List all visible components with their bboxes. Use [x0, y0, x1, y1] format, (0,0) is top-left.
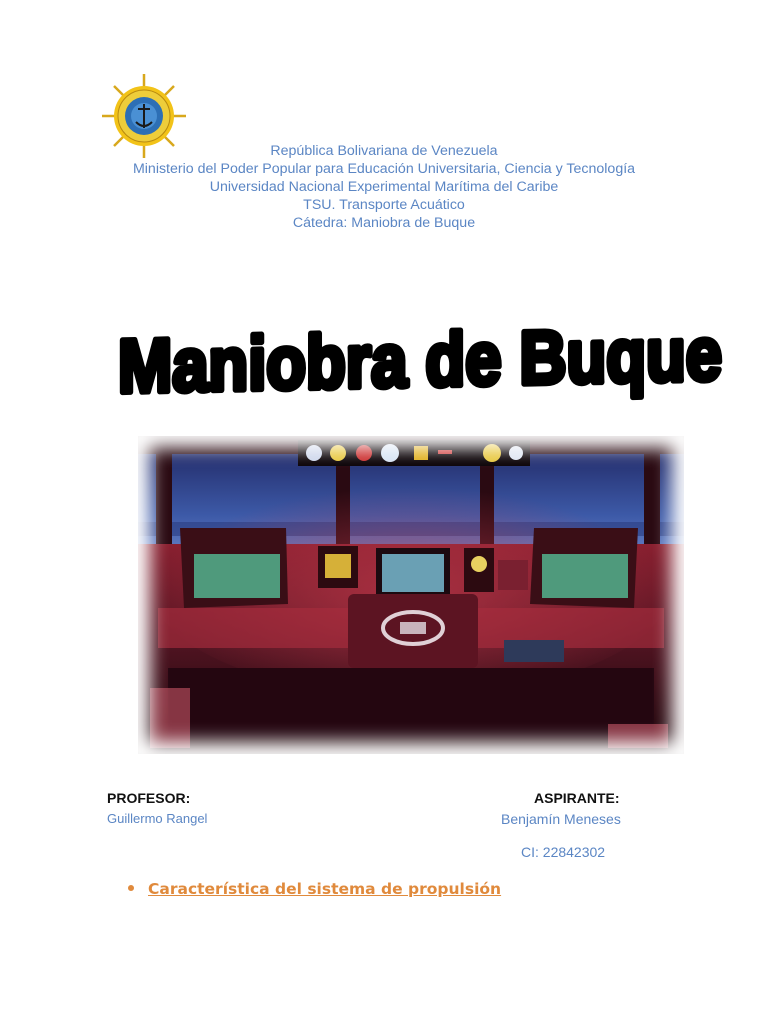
aspirante-ci: CI: 22842302 [521, 844, 606, 860]
institution-header [0, 142, 768, 232]
header-line-course: Cátedra: Maniobra de Buque [292, 215, 476, 231]
profesor-name: Guillermo Rangel [107, 811, 208, 826]
ship-bridge-photo [138, 436, 684, 754]
aspirante-name: Benjamín Meneses [501, 811, 621, 827]
bullet-item [128, 880, 501, 898]
aspirante-label: ASPIRANTE: [534, 790, 620, 806]
header-line-country: República Bolivariana de Venezuela [270, 143, 498, 159]
bullet-link[interactable]: Característica del sistema de propulsión [148, 880, 502, 898]
document-title-text: Maniobra de Buque [118, 311, 712, 409]
document-title [112, 298, 752, 410]
bullet-dot-icon [128, 885, 134, 891]
header-line-program: TSU. Transporte Acuático [303, 197, 465, 213]
header-line-ministry: Ministerio del Poder Popular para Educación Universitaria, Ciencia y Tecnología [132, 161, 636, 177]
profesor-label: PROFESOR: [107, 790, 191, 806]
header-line-university: Universidad Nacional Experimental Marítima del Caribe [209, 179, 559, 195]
